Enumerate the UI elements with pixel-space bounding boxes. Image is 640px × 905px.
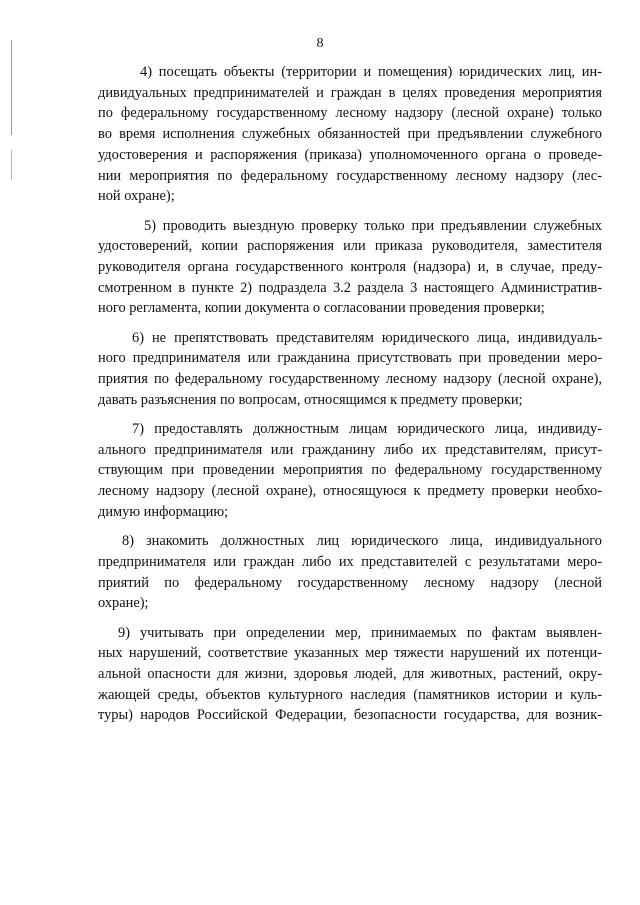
- text-line: туры) народов Российской Федерации, безопасности государства, для возник-: [98, 707, 602, 724]
- document-body: [98, 62, 602, 735]
- text-line: смотренном в пункте 2) подраздела 3.2 раздела 3 настоящего Административ-: [98, 279, 602, 296]
- text-line: ных нарушений, соответствие указанных мер тяжести нарушений их потенци-: [98, 645, 602, 662]
- text-line: удостоверений, копии распоряжения или приказа руководителя, заместителя: [98, 238, 602, 255]
- text-line: по федеральному государственному лесному надзору (лесной охране) только: [98, 105, 602, 122]
- text-line: димую информацию;: [98, 503, 229, 520]
- text-line: 4) посещать объекты (территории и помещения) юридических лиц, ин-: [140, 64, 602, 80]
- text-line: лесному надзору (лесной охране), относящуюся к предмету проверки необхо-: [98, 483, 602, 500]
- text-line: предпринимателя или граждан либо их представителей с результатами меро-: [98, 553, 602, 570]
- text-line: ствующим при проведении мероприятия по федеральному государственному: [98, 462, 602, 479]
- text-line: жающей среды, объектов культурного наследия (памятников истории и куль-: [98, 686, 602, 703]
- text-line: 6) не препятствовать представителям юридического лица, индивидуаль-: [132, 329, 602, 346]
- paragraph-6: [98, 328, 602, 411]
- text-line: ного предпринимателя или гражданина присутствовать при проведении меро-: [98, 350, 602, 367]
- text-line: ной охране);: [98, 188, 175, 205]
- paragraph-4: [98, 62, 602, 207]
- text-line: 9) учитывать при определении мер, принимаемых по фактам выявлен-: [118, 624, 602, 641]
- paragraph-9: [98, 623, 602, 727]
- text-line: дивидуальных предпринимателей и граждан в целях проведения мероприятия: [98, 84, 602, 101]
- page-number: 8: [316, 36, 324, 51]
- paragraph-7: [98, 419, 602, 523]
- text-line: удостоверения и распоряжения (приказа) уполномоченного органа о проведе-: [98, 146, 602, 163]
- text-line: давать разъяснения по вопросам, относящимся к предмету проверки;: [98, 391, 523, 408]
- text-line: охране);: [98, 595, 149, 612]
- text-line: во время исполнения служебных обязанностей при предъявлении служебного: [98, 126, 602, 143]
- paragraph-5: [98, 216, 602, 320]
- text-line: 7) предоставлять должностным лицам юридического лица, индивиду-: [132, 421, 602, 438]
- paragraph-8: [98, 531, 602, 614]
- text-line: ного регламента, копии документа о согласовании проведения проверки;: [98, 300, 545, 317]
- text-line: ального предпринимателя или гражданину либо их представителям, присут-: [98, 441, 602, 458]
- text-line: приятий по федеральному государственному лесному надзору (лесной: [98, 574, 602, 591]
- text-line: 5) проводить выездную проверку только при предъявлении служебных: [144, 217, 602, 234]
- scan-edge-mark: [11, 40, 12, 135]
- text-line: нии мероприятия по федеральному государственному лесному надзору (лес-: [98, 167, 602, 184]
- text-line: альной опасности для жизни, здоровья людей, для животных, растений, окру-: [98, 665, 602, 682]
- text-line: 8) знакомить должностных лиц юридического лица, индивидуального: [122, 533, 602, 550]
- text-line: приятия по федеральному государственному лесному надзору (лесной охране),: [98, 371, 602, 388]
- text-line: руководителя органа государственного контроля (надзора) и, в случае, преду-: [98, 258, 602, 275]
- scan-edge-mark: [11, 150, 12, 180]
